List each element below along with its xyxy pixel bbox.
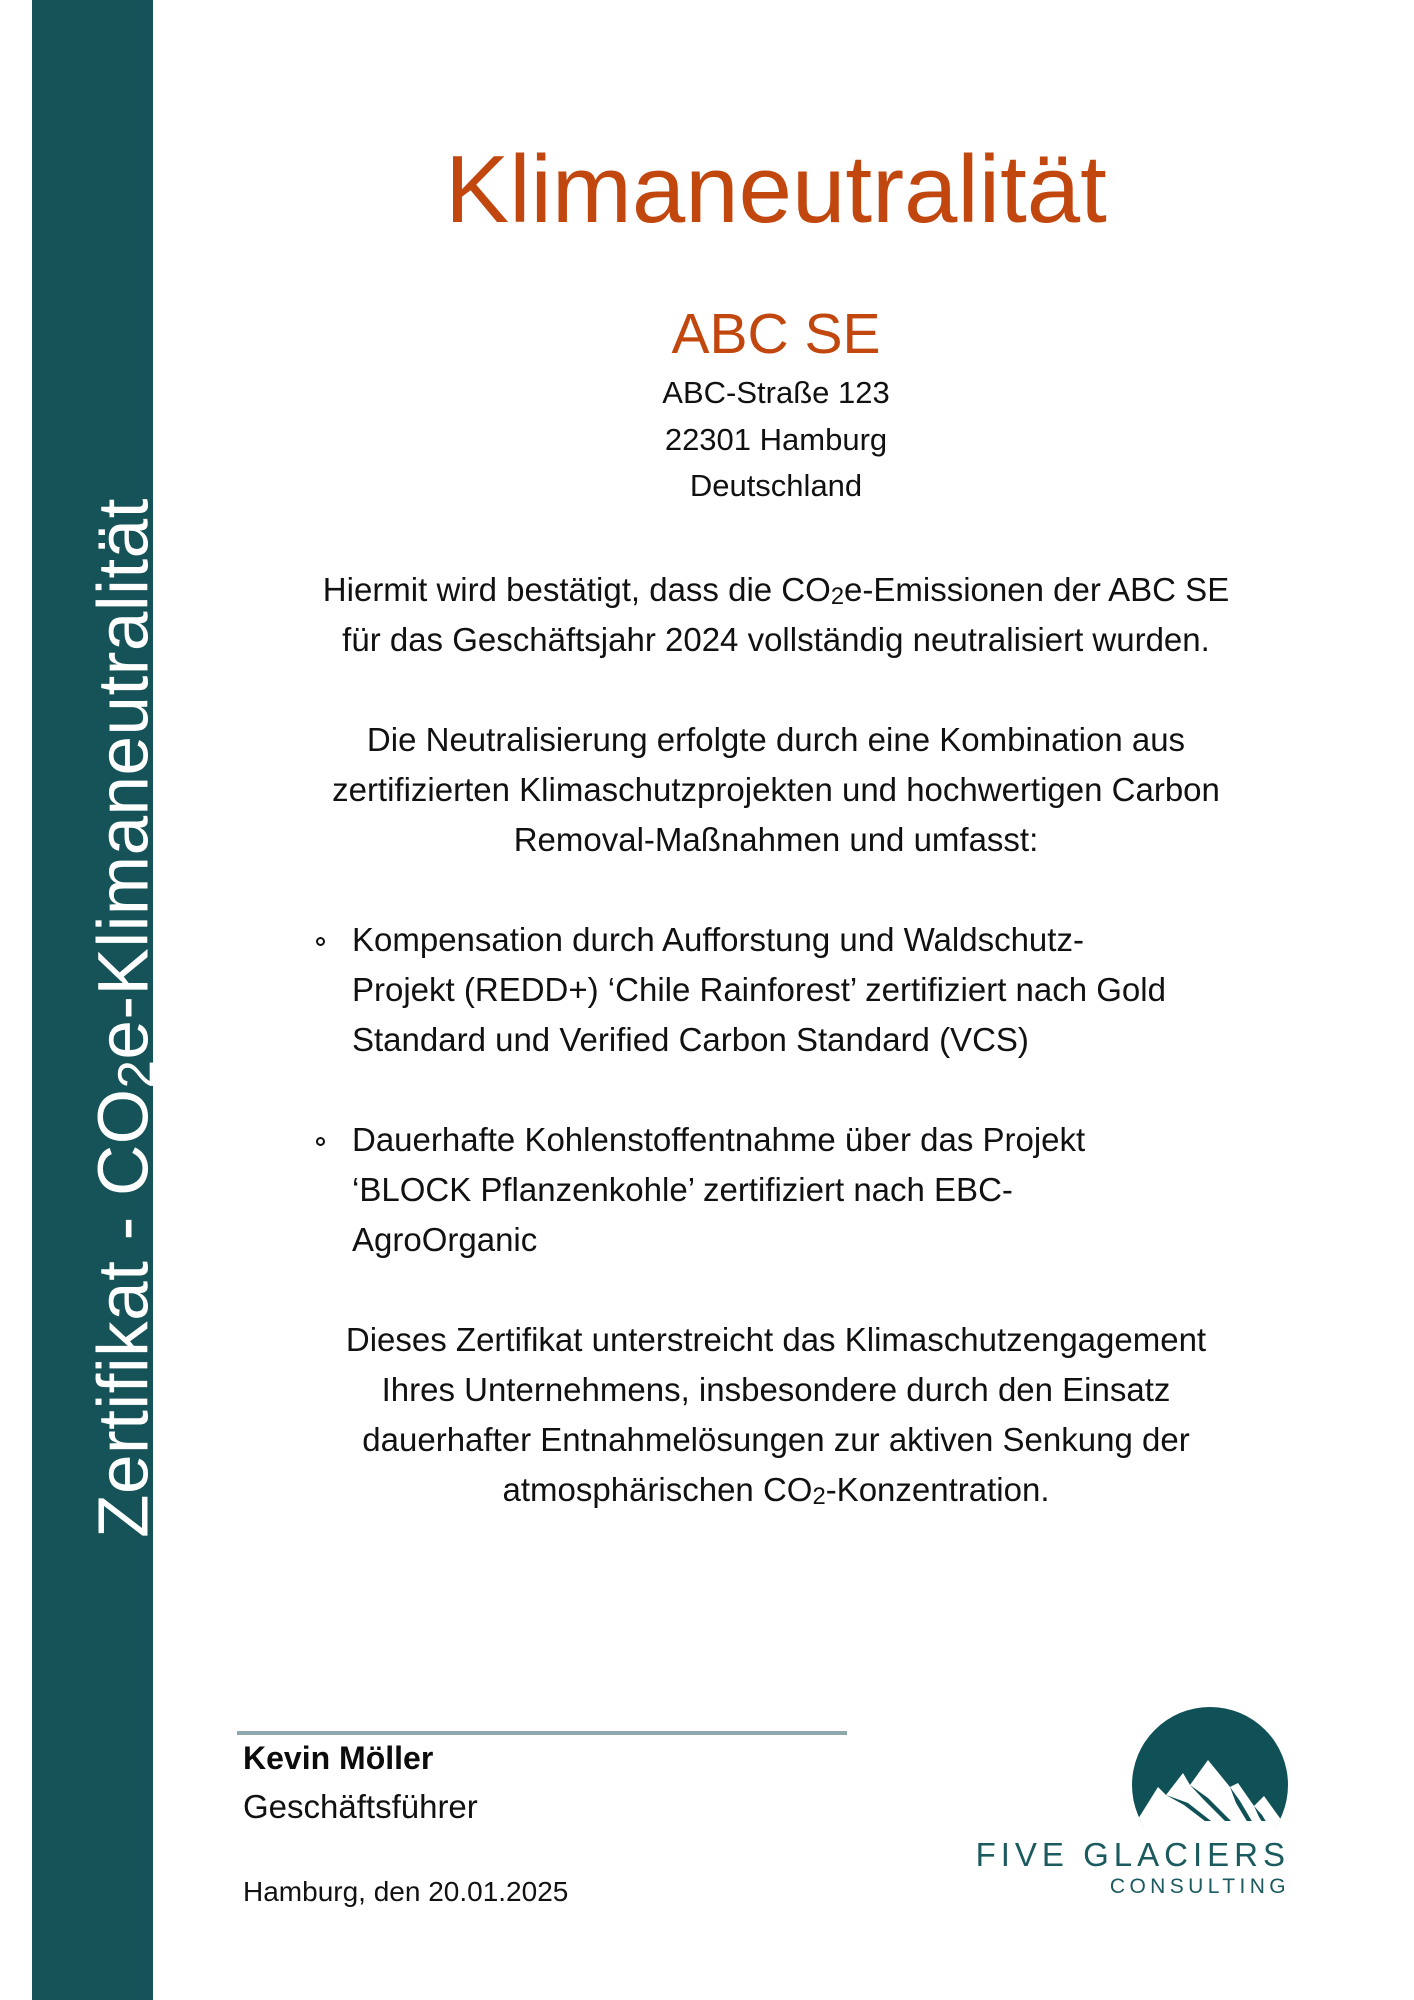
hollow-circle-bullet-icon: [316, 937, 325, 946]
vertical-title-suffix: e-Klimaneutralität: [84, 498, 164, 1060]
text-segment: atmosphärischen CO: [502, 1471, 813, 1508]
paragraph-line: Ihres Unternehmens, insbesondere durch den Einsatz: [381, 1371, 1171, 1408]
mountain-circle-icon: [1128, 1703, 1293, 1828]
paragraph-line: zertifizierten Klimaschutzprojekten und hochwertigen Carbon: [332, 771, 1220, 808]
list-line: Standard und Verified Carbon Standard (VCS): [352, 1021, 1029, 1058]
address-city: 22301 Hamburg: [664, 421, 888, 457]
text-segment: Hiermit wird bestätigt, dass die CO: [322, 571, 831, 608]
confirmation-paragraph: [152, 565, 1400, 665]
signatory-role: Geschäftsführer: [243, 1788, 478, 1825]
vertical-certificate-title: [84, 498, 165, 1538]
certificate-title: Klimaneutralität: [445, 136, 1107, 243]
list-line: ‘BLOCK Pflanzenkohle’ zertifiziert nach EBC-: [352, 1171, 1013, 1208]
paragraph-line: dauerhafter Entnahmelösungen zur aktiven Senkung der: [362, 1421, 1190, 1458]
logo-wordmark: FIVE GLACIERS: [975, 1836, 1290, 1873]
hollow-circle-bullet-icon: [316, 1137, 325, 1146]
list-line: Projekt (REDD+) ‘Chile Rainforest’ zertifiziert nach Gold: [352, 971, 1166, 1008]
sidebar-band: [32, 0, 165, 2000]
place-and-date: Hamburg, den 20.01.2025: [243, 1876, 569, 1907]
paragraph-line: für das Geschäftsjahr 2024 vollständig neutralisiert wurden.: [342, 621, 1210, 658]
project-list-item: [312, 915, 1312, 1065]
paragraph-line: Dieses Zertifikat unterstreicht das Klimaschutzengagement: [345, 1321, 1207, 1358]
company-name: ABC SE: [671, 302, 881, 366]
text-segment: e-Emissionen der ABC SE: [844, 571, 1230, 608]
closing-paragraph: [152, 1315, 1400, 1515]
vertical-title-subscript: 2: [107, 1059, 165, 1089]
list-line: Dauerhafte Kohlenstoffentnahme über das Projekt: [352, 1121, 1086, 1158]
neutralization-paragraph: [152, 715, 1400, 865]
list-line: Kompensation durch Aufforstung und Waldschutz-: [352, 921, 1084, 958]
subscript: 2: [830, 582, 845, 610]
paragraph-line: [152, 1465, 1400, 1515]
subscript: 2: [812, 1482, 826, 1510]
paragraph-line: Die Neutralisierung erfolgte durch eine Kombination aus: [366, 721, 1186, 758]
text-segment: -Konzentration.: [825, 1471, 1050, 1508]
address-street: ABC-Straße 123: [662, 375, 890, 410]
list-line: AgroOrganic: [352, 1221, 538, 1258]
company-address: [152, 370, 1400, 510]
signatory-name: Kevin Möller: [243, 1740, 434, 1776]
signature-line: [237, 1731, 847, 1735]
address-country: Deutschland: [689, 468, 863, 503]
project-list-item: [312, 1115, 1312, 1265]
logo-subtitle: CONSULTING: [1109, 1875, 1290, 1898]
paragraph-line: Removal-Maßnahmen und umfasst:: [513, 821, 1039, 858]
vertical-title-prefix: Zertifikat - CO: [84, 1088, 164, 1538]
paragraph-line: [152, 565, 1400, 615]
